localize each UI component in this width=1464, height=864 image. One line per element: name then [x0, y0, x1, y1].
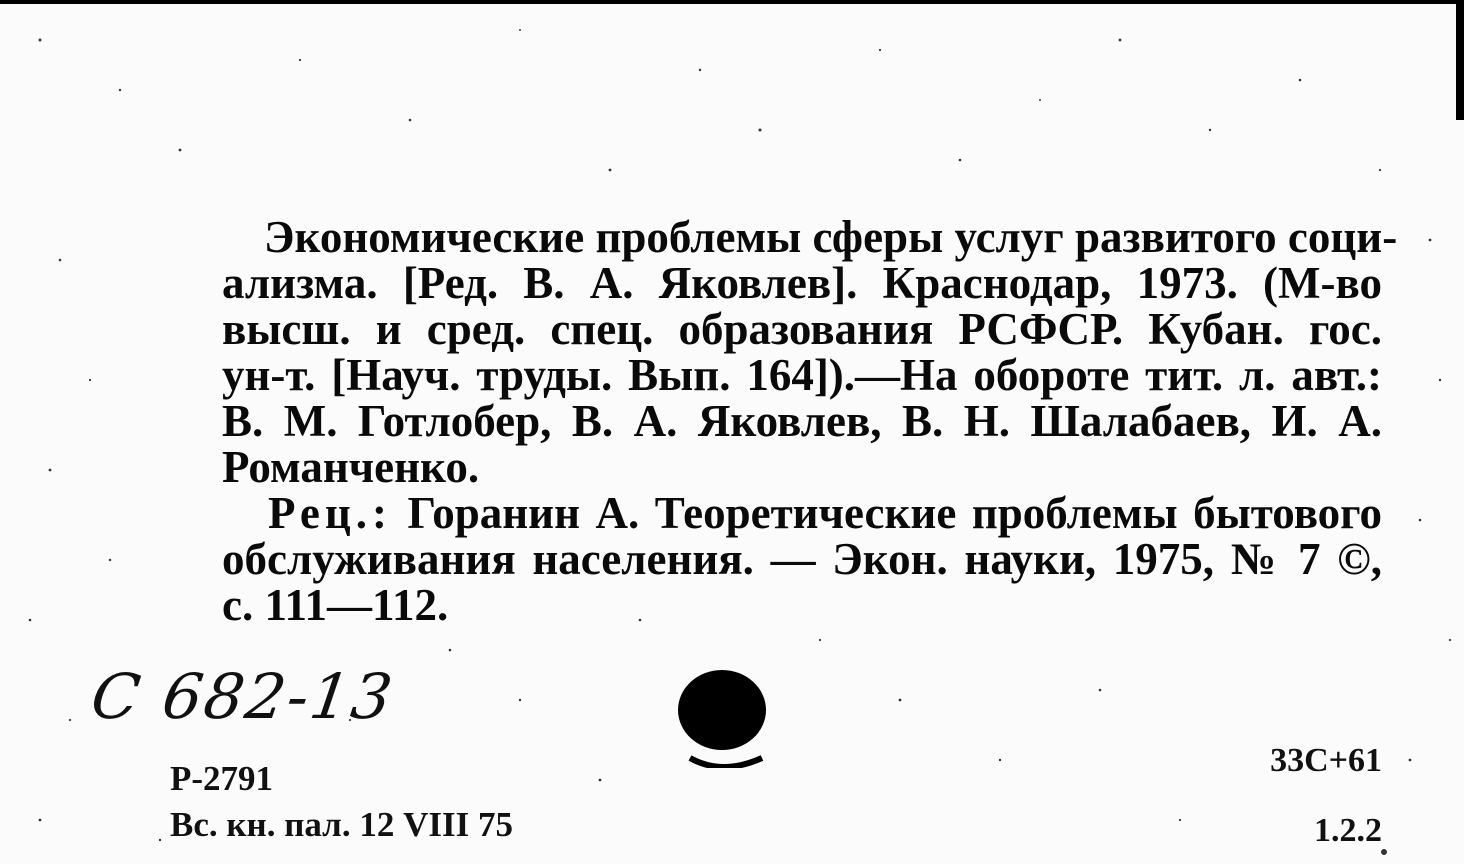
review-label: Рец.:: [268, 488, 393, 538]
handwritten-call-number: С 682-13: [86, 660, 399, 733]
shelf-code: Р-2791: [170, 759, 274, 798]
library-note: Вс. кн. пал. 12 VIII 75: [170, 805, 513, 844]
classification-block: [1270, 726, 1382, 864]
entry-line: Романченко.: [222, 442, 480, 492]
card-number: 1.2.2: [1314, 812, 1382, 849]
entry-line: В. М. Готлобер, В. А. Яковлев, В. Н. Шалабаев, И. А.: [222, 396, 1382, 446]
review-first-line: [222, 490, 1382, 536]
review-citation: Горанин А. Теоретические проблемы бытового: [407, 488, 1382, 538]
shelf-info: [170, 756, 513, 848]
punch-hole: [676, 668, 768, 768]
entry-line: ун-т. [Науч. труды. Вып. 164]).—На обороте тит. л. авт.:: [222, 350, 1382, 400]
classification-index: 33С+61: [1270, 742, 1382, 779]
entry-line: Экономические проблемы сферы услуг развитого соци-: [264, 212, 1398, 262]
review-line: обслуживания населения. — Экон. науки, 1975, № 7 ©,: [222, 534, 1382, 584]
review-line: с. 111—112.: [222, 580, 449, 630]
entry-line: высш. и сред. спец. образования РСФСР. Кубан. гос.: [222, 304, 1382, 354]
bibliographic-entry: [222, 212, 1398, 630]
entry-line: ализма. [Ред. В. А. Яковлев]. Краснодар, 1973. (М-во: [222, 258, 1382, 308]
